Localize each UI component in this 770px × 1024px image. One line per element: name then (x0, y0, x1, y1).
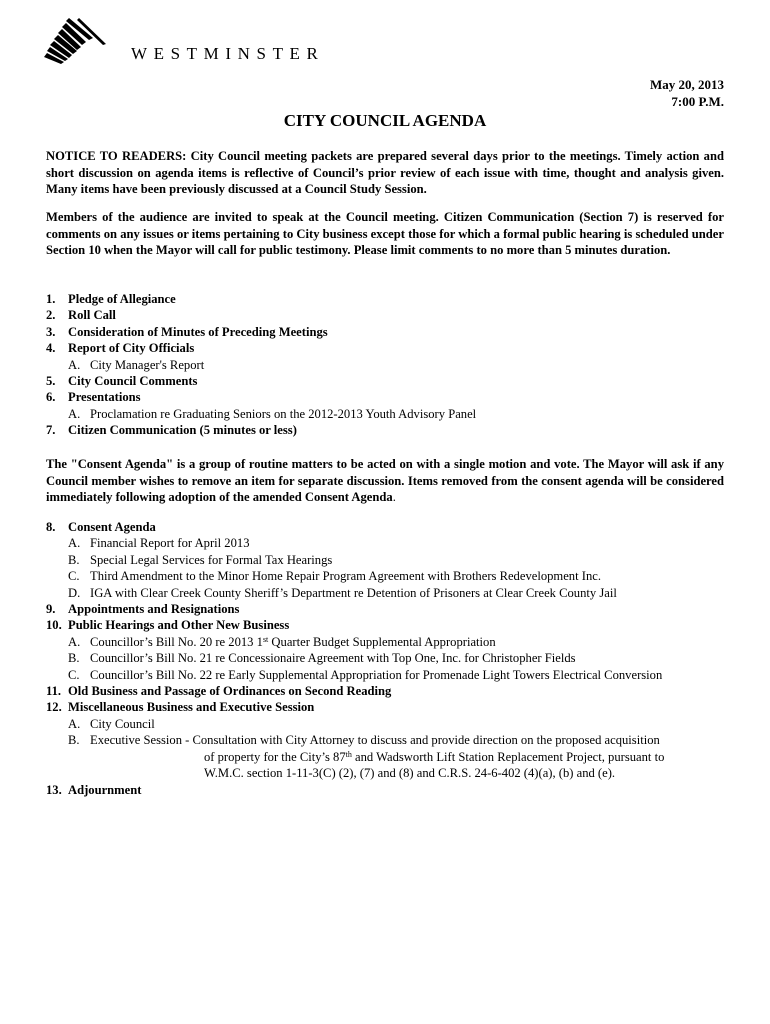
agenda-item-number: 9. (46, 602, 56, 617)
agenda-subitem-label: Councillor’s Bill No. 21 re Concessionaire Agreement with Top One, Inc. for Christopher Fields (90, 651, 576, 666)
agenda-subitem (46, 732, 736, 748)
agenda-item-number: 12. (46, 700, 62, 715)
agenda-subitem (46, 650, 736, 666)
agenda-item-number: 4. (46, 341, 56, 356)
agenda-item-label: City Council Comments (68, 374, 198, 389)
agenda-subitem (46, 634, 736, 650)
agenda-item-label: Pledge of Allegiance (68, 292, 176, 306)
agenda-item-number: 13. (46, 782, 62, 797)
agenda-subitem-label: Third Amendment to the Minor Home Repair Program Agreement with Brothers Redevelopment Inc. (90, 569, 601, 584)
agenda-subitem (46, 667, 736, 683)
consent-note-period: . (392, 490, 396, 504)
agenda-subitem-label: Councillor’s Bill No. 22 re Early Supplemental Appropriation for Promenade Light Towers Electrical Conversion (90, 667, 663, 682)
agenda-subitem-label: City Council (90, 716, 155, 731)
agenda-item-label: Appointments and Resignations (68, 602, 240, 617)
agenda-subitem-letter: A. (68, 634, 81, 649)
agenda-item (46, 782, 736, 798)
agenda-subitem-letter: C. (68, 667, 80, 682)
consent-agenda-note (46, 456, 724, 506)
meeting-date: May 20, 2013 (649, 77, 724, 92)
agenda-item-label: Report of City Officials (68, 341, 195, 356)
agenda-item-number: 3. (46, 324, 56, 339)
agenda-item (46, 373, 736, 389)
agenda-item-label: Consent Agenda (68, 520, 156, 534)
agenda-item-label: Old Business and Passage of Ordinances on Second Reading (68, 684, 392, 699)
agenda-subitem-letter: A. (68, 716, 81, 731)
agenda-subitem-continuation (46, 749, 736, 765)
agenda-item-number: 6. (46, 390, 56, 405)
agenda-subitem (46, 535, 736, 551)
agenda-item-label: Presentations (68, 390, 141, 405)
agenda-item (46, 519, 736, 535)
meeting-time: 7:00 P.M. (671, 94, 724, 109)
agenda-item-number: 5. (46, 374, 56, 389)
agenda-item (46, 422, 736, 438)
notice-to-readers: NOTICE TO READERS: City Council meeting packets are prepared several days prior to the meetings. Timely action and short discussion on agenda items is reflective of Council’s prior review of each issue with time, thought and analysis given. Many items have been previously discussed at a Council Study Session. (46, 149, 724, 196)
continuation-text-rest: and Wadsworth Lift Station Replacement Project, pursuant to (351, 749, 665, 764)
agenda-subitem-letter: B. (68, 651, 80, 666)
agenda-subitem-letter: A. (68, 536, 81, 551)
agenda-subitem (46, 357, 736, 373)
agenda-subitem (46, 716, 736, 732)
agenda-item (46, 324, 736, 340)
agenda-item (46, 617, 736, 633)
continuation-text: W.M.C. section 1-11-3(C) (2), (7) and (8) and C.R.S. 24-6-402 (4)(a), (b) and (e). (204, 766, 616, 781)
agenda-subitem (46, 585, 736, 601)
agenda-item-number: 1. (46, 292, 56, 306)
agenda-subitem-label: Executive Session - Consultation with City Attorney to discuss and provide direction on the proposed acquisition (90, 733, 660, 748)
westminster-logo (44, 18, 110, 64)
agenda-item-number: 2. (46, 308, 56, 323)
agenda-item-number: 11. (46, 684, 62, 699)
agenda-subitem-label: Financial Report for April 2013 (90, 536, 250, 551)
agenda-subitem (46, 552, 736, 568)
agenda-subitem-letter: C. (68, 569, 80, 584)
agenda-subitem-letter: D. (68, 585, 81, 600)
audience-note: Members of the audience are invited to speak at the Council meeting. Citizen Communication (Section 7) is reserved for comments on any issues or items pertaining to City business except those for which a formal public hearing is scheduled under Section 10 when the Mayor will call for public testimony. Please limit comments to no more than 5 minutes duration. (46, 210, 724, 257)
agenda-subitem-label: IGA with Clear Creek County Sheriff’s Department re Detention of Prisoners at Clear Creek County Jail (90, 585, 617, 600)
agenda-subitem-label: Special Legal Services for Formal Tax Hearings (90, 552, 333, 567)
agenda-subitem (46, 568, 736, 584)
agenda-item-label: Miscellaneous Business and Executive Session (68, 700, 315, 715)
agenda-item-number: 10. (46, 618, 62, 633)
agenda-item (46, 601, 736, 617)
agenda-item (46, 340, 736, 356)
agenda-subitem-letter: A. (68, 357, 81, 372)
agenda-item-label: Public Hearings and Other New Business (68, 618, 290, 633)
agenda-list-part1 (46, 291, 736, 439)
consent-note-text: The "Consent Agenda" is a group of routine matters to be acted on with a single motion and vote. The Mayor will ask if any Council member wishes to remove an item for separate discussion. Items removed from the consent agenda will be considered immediately following adoption of the amended Consent Agenda (46, 457, 724, 504)
agenda-item-number: 7. (46, 423, 56, 438)
org-name: WESTMINSTER (131, 44, 325, 63)
agenda-subitem-label: City Manager's Report (90, 357, 205, 372)
meeting-datetime (650, 76, 724, 110)
page-title: CITY COUNCIL AGENDA (283, 111, 487, 130)
agenda-item (46, 307, 736, 323)
agenda-item (46, 291, 736, 307)
agenda-subitem-letter: B. (68, 552, 80, 567)
agenda-item-label: Consideration of Minutes of Preceding Meetings (68, 324, 328, 339)
continuation-superscript: th (345, 749, 352, 759)
agenda-item (46, 389, 736, 405)
agenda-item-label: Roll Call (68, 308, 116, 323)
agenda-list-part2 (46, 519, 736, 798)
agenda-subitem-label-rest: Quarter Budget Supplemental Appropriation (268, 634, 496, 649)
agenda-subitem (46, 406, 736, 422)
agenda-item-label: Adjournment (68, 782, 142, 797)
agenda-item (46, 683, 736, 699)
agenda-item-label: Citizen Communication (5 minutes or less) (68, 423, 297, 438)
agenda-subitem-continuation (46, 765, 736, 781)
agenda-subitem-letter: B. (68, 733, 80, 748)
agenda-subitem-label: Councillor’s Bill No. 20 re 2013 1 (90, 634, 263, 649)
agenda-subitem-letter: A. (68, 406, 81, 421)
agenda-subitem-superscript: st (262, 634, 269, 644)
continuation-text: of property for the City’s 87 (204, 749, 346, 764)
agenda-subitem-label: Proclamation re Graduating Seniors on the 2012-2013 Youth Advisory Panel (90, 406, 477, 421)
agenda-item (46, 699, 736, 715)
agenda-item-number: 8. (46, 520, 56, 534)
